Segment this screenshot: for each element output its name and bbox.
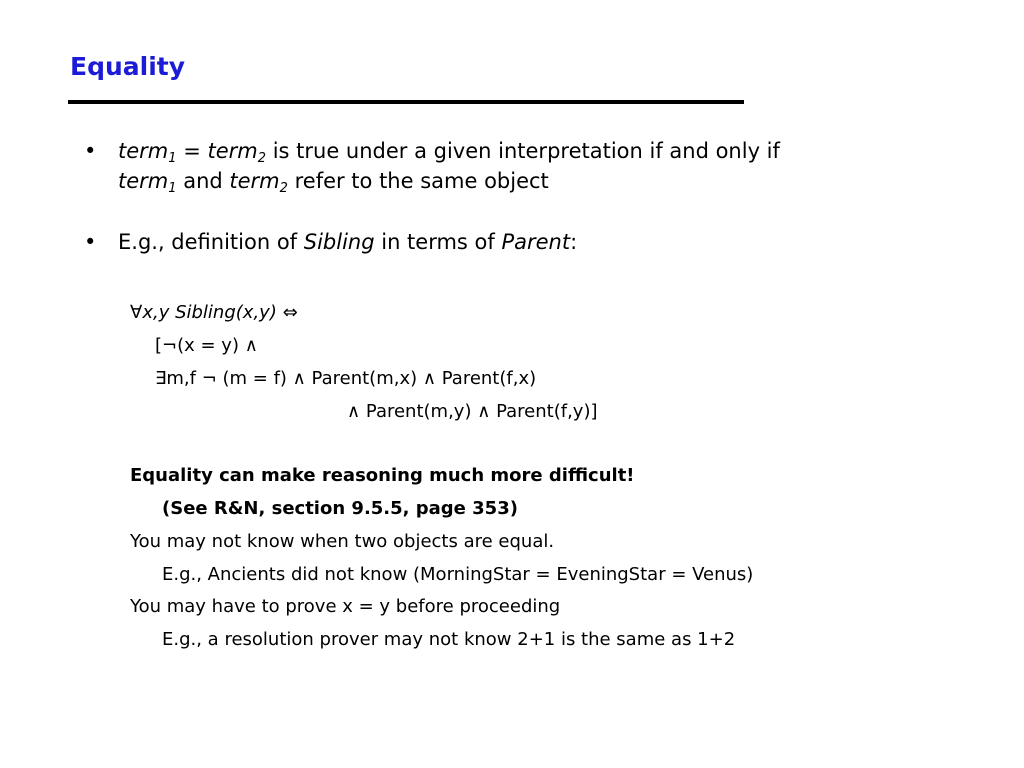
term-1: term [118, 169, 169, 193]
bullet-2-post: : [570, 230, 578, 254]
bullet-1-line-2 [118, 166, 549, 204]
term-2: term [207, 139, 258, 163]
bullet-marker: • [84, 139, 97, 163]
formula-line-1 [130, 301, 298, 325]
subscript-2: 2 [279, 181, 288, 196]
equals: = [176, 139, 208, 163]
slide-title: Equality [70, 52, 186, 81]
bullet-1-rest: is true under a given interpretation if and only if [266, 139, 780, 163]
subscript-2: 2 [257, 151, 267, 166]
forall-symbol: ∀ [130, 302, 143, 323]
sibling-word: Sibling [303, 230, 375, 254]
formula-line-3: ∃m,f ¬ (m = f) ∧ Parent(m,x) ∧ Parent(f,x) [155, 368, 537, 389]
bullet-2-mid: in terms of [374, 230, 502, 254]
term-2: term [229, 169, 280, 193]
parent-word: Parent [501, 230, 571, 254]
note-2: You may have to prove x = y before proceeding [130, 596, 561, 617]
title-underline [68, 100, 744, 104]
formula-line-2: [¬(x = y) ∧ [155, 335, 258, 356]
subscript-1: 1 [168, 181, 177, 196]
note-1: You may not know when two objects are equal. [130, 531, 555, 552]
bullet-marker: • [84, 230, 97, 254]
note-2-example: E.g., a resolution prover may not know 2+1 is the same as 1+2 [162, 629, 736, 650]
and-word: and [176, 169, 230, 193]
note-bold-1: Equality can make reasoning much more difficult! [130, 465, 635, 486]
bullet-1-rest-2: refer to the same object [287, 169, 549, 193]
bullet-2-text [118, 227, 577, 257]
note-1-example: E.g., Ancients did not know (MorningStar = EveningStar = Venus) [162, 564, 754, 585]
subscript-1: 1 [168, 151, 177, 166]
note-bold-2: (See R&N, section 9.5.5, page 353) [162, 498, 518, 519]
iff-symbol: ⇔ [276, 302, 298, 323]
bullet-2-pre: E.g., definition of [118, 230, 304, 254]
formula-sibling: x,y Sibling(x,y) [142, 302, 277, 323]
formula-line-4: ∧ Parent(m,y) ∧ Parent(f,y)] [347, 401, 598, 422]
term-1: term [118, 139, 169, 163]
